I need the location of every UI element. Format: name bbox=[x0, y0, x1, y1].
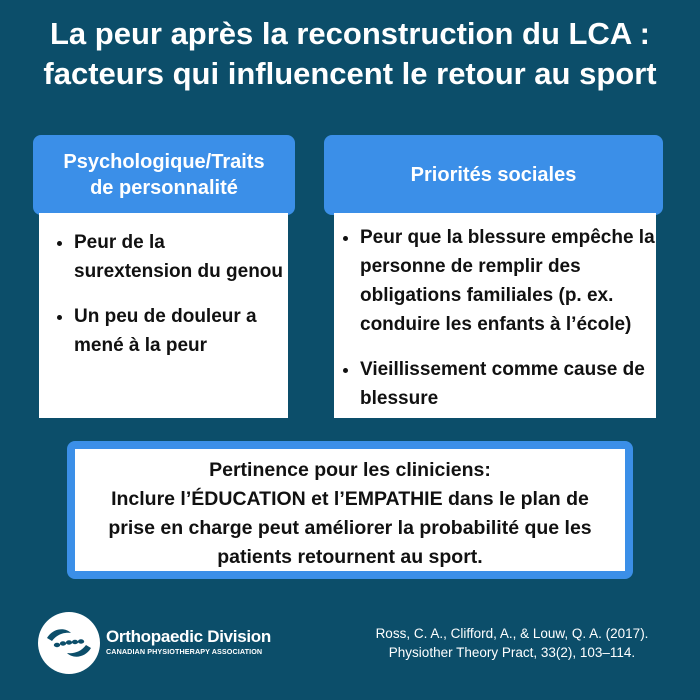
organization-subtitle: CANADIAN PHYSIOTHERAPY ASSOCIATION bbox=[106, 647, 263, 656]
clinician-relevance-box bbox=[67, 441, 633, 579]
clinician-line-1: Pertinence pour les cliniciens: bbox=[209, 459, 491, 481]
citation-line-1: Ross, C. A., Clifford, A., & Louw, Q. A. (2017). bbox=[375, 626, 649, 641]
organization-title: Orthopaedic Division bbox=[106, 627, 271, 646]
psychological-card-heading bbox=[33, 135, 295, 215]
social-priorities-card-body bbox=[334, 213, 656, 418]
organization-name bbox=[106, 627, 271, 657]
page-title bbox=[0, 14, 700, 94]
social-priorities-list bbox=[334, 223, 656, 413]
list-item: • Peur de la surextension du genou bbox=[74, 228, 288, 286]
list-item: • Un peu de douleur a mené à la peur bbox=[74, 302, 288, 360]
psychological-card-body bbox=[39, 213, 288, 418]
clinician-line-4: patients retournent au sport. bbox=[217, 546, 483, 568]
clinician-line-3: prise en charge peut améliorer la probabilité que les bbox=[108, 517, 592, 539]
clinician-relevance-content bbox=[75, 449, 625, 571]
citation bbox=[362, 624, 662, 662]
list-item: • Peur que la blessure empêche la personne de remplir des obligations familiales (p. ex. conduire les enfants à l’école) bbox=[360, 223, 656, 339]
title-line-2: facteurs qui influencent le retour au sport bbox=[43, 56, 657, 91]
title-line-1: La peur après la reconstruction du LCA : bbox=[49, 16, 650, 51]
orthopaedic-division-logo-icon bbox=[38, 612, 100, 674]
list-item: • Vieillissement comme cause de blessure bbox=[360, 355, 656, 413]
citation-line-2: Physiother Theory Pract, 33(2), 103–114. bbox=[388, 645, 636, 660]
social-priorities-card-heading bbox=[324, 135, 663, 215]
psychological-heading-line-1: Psychologique/Traits bbox=[63, 151, 265, 173]
clinician-line-2: Inclure l’ÉDUCATION et l’EMPATHIE dans le plan de bbox=[111, 488, 589, 510]
psychological-list bbox=[39, 228, 288, 360]
psychological-heading-line-2: de personnalité bbox=[90, 177, 238, 199]
social-priorities-heading-text: Priorités sociales bbox=[410, 164, 577, 186]
